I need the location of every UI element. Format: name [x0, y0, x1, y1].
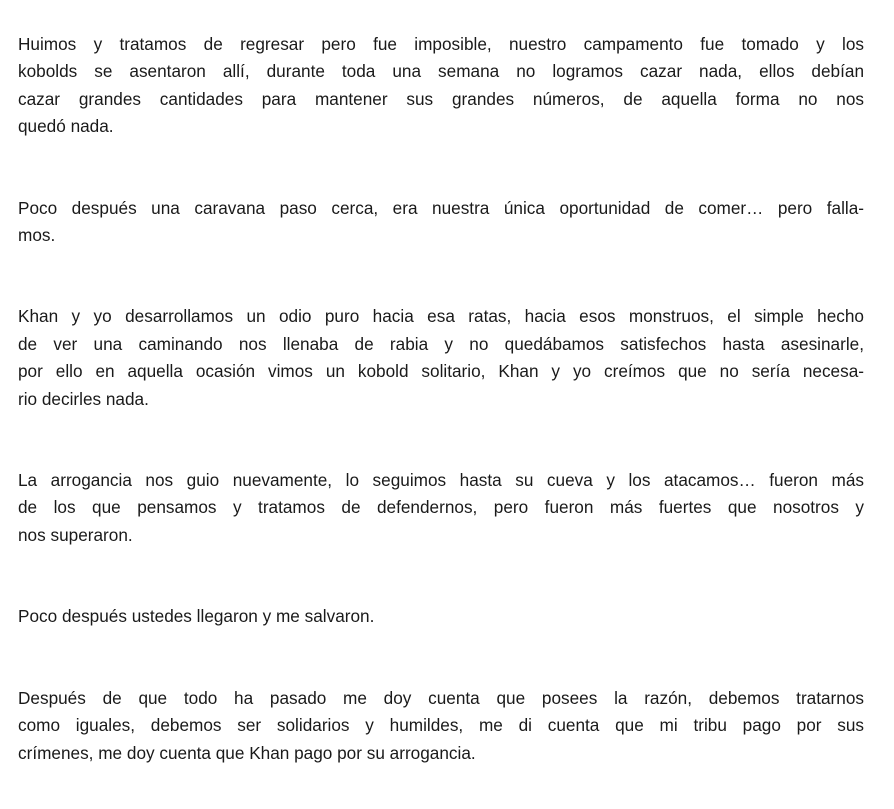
paragraph-line: por ello en aquella ocasión vimos un kobold solitario, Khan y yo creímos que no sería necesa-	[18, 361, 864, 382]
paragraph-line: Khan y yo desarrollamos un odio puro hacia esa ratas, hacia esos monstruos, el simple hecho	[18, 306, 864, 327]
paragraph-line: Poco después ustedes llegaron y me salvaron.	[18, 606, 375, 627]
paragraph-spacer	[18, 549, 864, 603]
paragraph-3	[18, 303, 864, 413]
paragraph-spacer	[18, 141, 864, 195]
paragraph-line: de ver una caminando nos llenaba de rabia y no quedábamos satisfechos hasta asesinarle,	[18, 333, 864, 354]
paragraph-line: rio decirles nada.	[18, 388, 149, 409]
paragraph-6	[18, 685, 864, 767]
paragraph-2	[18, 195, 864, 250]
paragraph-line: como iguales, debemos ser solidarios y humildes, me di cuenta que mi tribu pago por sus	[18, 715, 864, 736]
paragraph-spacer	[18, 413, 864, 467]
paragraph-line: mos.	[18, 225, 56, 246]
paragraph-line: nos superaron.	[18, 524, 133, 545]
paragraph-line: kobolds se asentaron allí, durante toda una semana no logramos cazar nada, ellos debían	[18, 61, 864, 82]
paragraph-line: Después de que todo ha pasado me doy cuenta que posees la razón, debemos tratarnos	[18, 687, 864, 708]
paragraph-4	[18, 467, 864, 549]
paragraph-1	[18, 31, 864, 141]
paragraph-line: Huimos y tratamos de regresar pero fue imposible, nuestro campamento fue tomado y los	[18, 34, 864, 54]
paragraph-line: La arrogancia nos guio nuevamente, lo seguimos hasta su cueva y los atacamos… fueron más	[18, 470, 864, 491]
paragraph-line: cazar grandes cantidades para mantener sus grandes números, de aquella forma no nos	[18, 88, 864, 109]
paragraph-line: quedó nada.	[18, 116, 114, 137]
paragraph-line: crímenes, me doy cuenta que Khan pago por su arrogancia.	[18, 742, 476, 763]
paragraph-5	[18, 603, 864, 630]
paragraph-spacer	[18, 249, 864, 303]
document-page	[18, 31, 864, 767]
paragraph-line: Poco después una caravana paso cerca, era nuestra única oportunidad de comer… pero falla-	[18, 197, 864, 218]
paragraph-spacer	[18, 631, 864, 685]
paragraph-line: de los que pensamos y tratamos de defendernos, pero fueron más fuertes que nosotros y	[18, 497, 864, 518]
